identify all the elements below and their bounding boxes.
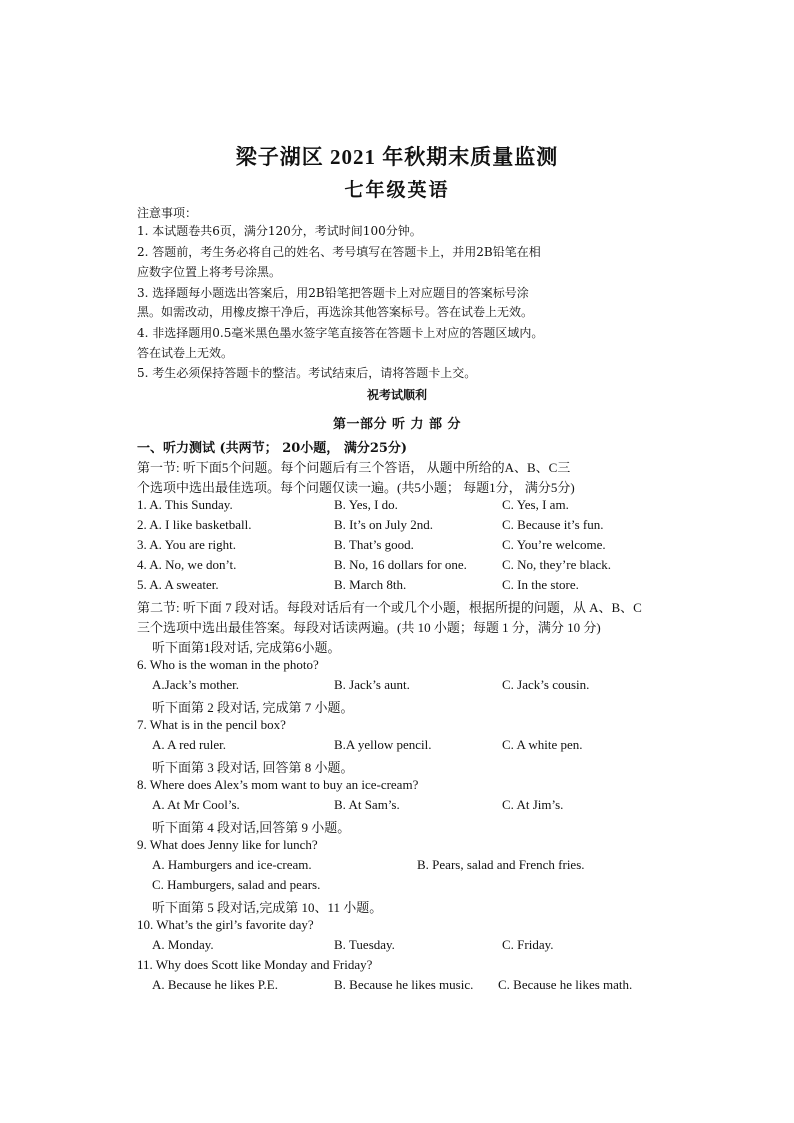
q2-option-a: 2. A. I like basketball. bbox=[137, 517, 252, 532]
q1-option-c: C. Yes, I am. bbox=[502, 497, 569, 512]
q8-option-a: A. At Mr Cool’s. bbox=[152, 797, 240, 812]
q6-stem: 6. Who is the woman in the photo? bbox=[137, 657, 319, 672]
q3-option-b: B. That’s good. bbox=[334, 537, 414, 552]
part1-instruction: 个选项中选出最佳选项。每个问题仅读一遍。(共5小题； 每题1分， 满分5分) bbox=[137, 480, 575, 495]
q10-stem: 10. What’s the girl’s favorite day? bbox=[137, 917, 314, 932]
q7-option-a: A. A red ruler. bbox=[152, 737, 227, 752]
q5-option-c: C. In the store. bbox=[502, 577, 579, 592]
q10-option-b: B. Tuesday. bbox=[334, 937, 395, 952]
part2-instruction: 第二节: 听下面 7 段对话。每段对话后有一个或几个小题，根据所提的问题，从 A、B、C bbox=[137, 600, 642, 615]
q6-option-c: C. Jack’s cousin. bbox=[502, 677, 590, 692]
q7-stem: 7. What is in the pencil box? bbox=[137, 717, 286, 732]
notice-line: 应数字位置上将考号涂黑。 bbox=[137, 265, 282, 279]
notice-line: 黑。如需改动，用橡皮擦干净后，再选涂其他答案标号。答在试卷上无效。 bbox=[137, 305, 534, 319]
notice-heading: 注意事项： bbox=[137, 206, 198, 220]
q7-option-c: C. A white pen. bbox=[502, 737, 583, 752]
q6-option-b: B. Jack’s aunt. bbox=[334, 677, 410, 692]
dialogue-intro: 听下面第 3 段对话, 回答第 8 小题。 bbox=[152, 760, 354, 775]
q1-option-a: 1. A. This Sunday. bbox=[137, 497, 233, 512]
q11-option-c: C. Because he likes math. bbox=[498, 977, 633, 992]
section-heading: 一、听力测试 (共两节； 20小题， 满分25分) bbox=[137, 441, 408, 456]
notice-line: 4. 非选择题用0.5毫米黑色墨水签字笔直接答在答题卡上对应的答题区域内。 bbox=[137, 326, 544, 340]
q9-option-a: A. Hamburgers and ice-cream. bbox=[152, 857, 312, 872]
q4-option-c: C. No, they’re black. bbox=[502, 557, 612, 572]
part-title: 第一部分 听 力 部 分 bbox=[332, 417, 462, 432]
q10-option-c: C. Friday. bbox=[502, 937, 554, 952]
q11-option-a: A. Because he likes P.E. bbox=[152, 977, 279, 992]
q8-stem: 8. Where does Alex’s mom want to buy an ice-cream? bbox=[137, 777, 419, 792]
page-title: 梁子湖区 2021 年秋期末质量监测 bbox=[235, 145, 559, 169]
dialogue-intro: 听下面第1段对话, 完成第6小题。 bbox=[152, 640, 341, 655]
q8-option-c: C. At Jim’s. bbox=[502, 797, 564, 812]
page-subtitle: 七年级英语 bbox=[344, 180, 450, 201]
notice-line: 1. 本试题卷共6页，满分120分，考试时间100分钟。 bbox=[137, 224, 422, 238]
q10-option-a: A. Monday. bbox=[152, 937, 214, 952]
notice-line: 2. 答题前，考生务必将自己的姓名、考号填写在答题卡上，并用2B铅笔在相 bbox=[137, 245, 541, 259]
q7-option-b: B.A yellow pencil. bbox=[334, 737, 432, 752]
dialogue-intro: 听下面第 5 段对话,完成第 10、11 小题。 bbox=[152, 900, 383, 915]
q1-option-b: B. Yes, I do. bbox=[334, 497, 398, 512]
notice-line: 答在试卷上无效。 bbox=[137, 346, 234, 360]
notice-line: 3. 选择题每小题选出答案后，用2B铅笔把答题卡上对应题目的答案标号涂 bbox=[137, 286, 529, 300]
q8-option-b: B. At Sam’s. bbox=[334, 797, 400, 812]
notice-line: 5. 考生必须保持答题卡的整洁。考试结束后，请将答题卡上交。 bbox=[137, 366, 477, 380]
q5-option-a: 5. A. A sweater. bbox=[137, 577, 219, 592]
q4-option-b: B. No, 16 dollars for one. bbox=[334, 557, 467, 572]
q9-option-c: C. Hamburgers, salad and pears. bbox=[152, 877, 321, 892]
q9-option-b: B. Pears, salad and French fries. bbox=[417, 857, 585, 872]
good-luck-text: 祝考试顺利 bbox=[366, 388, 427, 402]
dialogue-intro: 听下面第 2 段对话, 完成第 7 小题。 bbox=[152, 700, 354, 715]
q9-stem: 9. What does Jenny like for lunch? bbox=[137, 837, 318, 852]
q3-option-c: C. You’re welcome. bbox=[502, 537, 606, 552]
q4-option-a: 4. A. No, we don’t. bbox=[137, 557, 237, 572]
q2-option-b: B. It’s on July 2nd. bbox=[334, 517, 433, 532]
dialogue-intro: 听下面第 4 段对话,回答第 9 小题。 bbox=[152, 820, 351, 835]
part2-instruction: 三个选项中选出最佳答案。每段对话读两遍。(共 10 小题；每题 1 分，满分 10 分) bbox=[137, 620, 601, 635]
q11-stem: 11. Why does Scott like Monday and Friday? bbox=[137, 957, 373, 972]
q5-option-b: B. March 8th. bbox=[334, 577, 407, 592]
q2-option-c: C. Because it’s fun. bbox=[502, 517, 604, 532]
q11-option-b: B. Because he likes music. bbox=[334, 977, 474, 992]
q3-option-a: 3. A. You are right. bbox=[137, 537, 236, 552]
part1-instruction: 第一节: 听下面5个问题。每个问题后有三个答语， 从题中所给的A、B、C三 bbox=[137, 460, 571, 475]
q6-option-a: A.Jack’s mother. bbox=[152, 677, 240, 692]
